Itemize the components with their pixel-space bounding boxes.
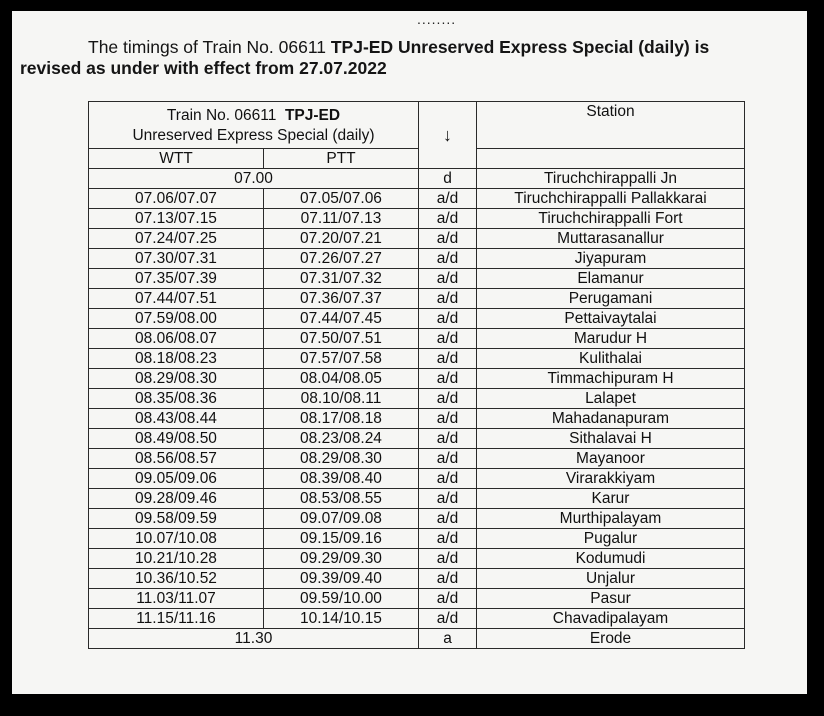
- ptt-cell: 08.53/08.55: [264, 489, 419, 509]
- table-title-row: [89, 102, 745, 149]
- column-header-row: [89, 149, 745, 169]
- ad-cell: a/d: [419, 589, 477, 609]
- table-row: [89, 249, 745, 269]
- table-row: [89, 269, 745, 289]
- ptt-cell: 08.17/08.18: [264, 409, 419, 429]
- origin-time: 07.00: [89, 169, 419, 189]
- station-cell: Virarakkiyam: [477, 469, 745, 489]
- wtt-cell: 07.44/07.51: [89, 289, 264, 309]
- station-header-blank: [477, 149, 745, 169]
- ad-cell: a/d: [419, 289, 477, 309]
- table-row: [89, 569, 745, 589]
- table-row: [89, 409, 745, 429]
- ptt-cell: 08.10/08.11: [264, 389, 419, 409]
- station-cell: Murthipalayam: [477, 509, 745, 529]
- station-cell: Kulithalai: [477, 349, 745, 369]
- table-row: [89, 549, 745, 569]
- intro-paragraph: [20, 37, 805, 79]
- ad-cell: a/d: [419, 489, 477, 509]
- intro-prefix: The timings of Train No. 06611: [88, 37, 331, 57]
- table-row: [89, 329, 745, 349]
- ad-cell: a/d: [419, 509, 477, 529]
- ptt-cell: 08.39/08.40: [264, 469, 419, 489]
- ptt-header: PTT: [264, 149, 419, 169]
- separator-dots: ........: [417, 11, 457, 27]
- wtt-cell: 07.35/07.39: [89, 269, 264, 289]
- ptt-cell: 08.29/08.30: [264, 449, 419, 469]
- ptt-cell: 07.36/07.37: [264, 289, 419, 309]
- table-row: [89, 529, 745, 549]
- ad-cell: a/d: [419, 329, 477, 349]
- table-row: [89, 449, 745, 469]
- ptt-cell: 09.15/09.16: [264, 529, 419, 549]
- ptt-cell: 07.57/07.58: [264, 349, 419, 369]
- station-cell: Timmachipuram H: [477, 369, 745, 389]
- ad-cell: a/d: [419, 209, 477, 229]
- ptt-cell: 07.05/07.06: [264, 189, 419, 209]
- ad-cell: a/d: [419, 349, 477, 369]
- ptt-cell: 09.59/10.00: [264, 589, 419, 609]
- table-row: [89, 229, 745, 249]
- station-cell: Mahadanapuram: [477, 409, 745, 429]
- ptt-cell: 09.07/09.08: [264, 509, 419, 529]
- wtt-cell: 08.18/08.23: [89, 349, 264, 369]
- ptt-cell: 09.39/09.40: [264, 569, 419, 589]
- station-cell: Muttarasanallur: [477, 229, 745, 249]
- ad-cell: a/d: [419, 409, 477, 429]
- wtt-cell: 08.29/08.30: [89, 369, 264, 389]
- wtt-cell: 09.58/09.59: [89, 509, 264, 529]
- document-page: [12, 11, 807, 694]
- station-cell: Jiyapuram: [477, 249, 745, 269]
- table-row: [89, 349, 745, 369]
- intro-line-2: revised as under with effect from 27.07.2022: [20, 58, 387, 78]
- ad-cell: a/d: [419, 189, 477, 209]
- table-row: [89, 189, 745, 209]
- station-cell: Elamanur: [477, 269, 745, 289]
- table-row: [89, 369, 745, 389]
- station-cell: Unjalur: [477, 569, 745, 589]
- table-row: [89, 489, 745, 509]
- station-cell: Pugalur: [477, 529, 745, 549]
- wtt-cell: 07.30/07.31: [89, 249, 264, 269]
- station-cell: Tiruchchirappalli Fort: [477, 209, 745, 229]
- station-cell: Sithalavai H: [477, 429, 745, 449]
- title-train-type: Unreserved Express Special (daily): [132, 127, 375, 144]
- station-cell: Marudur H: [477, 329, 745, 349]
- ad-cell: a/d: [419, 569, 477, 589]
- station-cell: Pettaivaytalai: [477, 309, 745, 329]
- wtt-cell: 08.43/08.44: [89, 409, 264, 429]
- title-train-code: TPJ-ED: [284, 107, 341, 124]
- station-header: Station: [477, 102, 745, 149]
- table-row: [89, 389, 745, 409]
- destination-ad: a: [419, 629, 477, 649]
- title-train-no: Train No. 06611: [166, 107, 277, 124]
- table-row: [89, 469, 745, 489]
- ad-cell: a/d: [419, 389, 477, 409]
- ad-cell: a/d: [419, 549, 477, 569]
- table-row: [89, 429, 745, 449]
- ad-cell: a/d: [419, 229, 477, 249]
- ad-cell: a/d: [419, 609, 477, 629]
- table-row-destination: [89, 629, 745, 649]
- ad-cell: a/d: [419, 249, 477, 269]
- wtt-cell: 09.28/09.46: [89, 489, 264, 509]
- wtt-cell: 07.59/08.00: [89, 309, 264, 329]
- ptt-cell: 08.04/08.05: [264, 369, 419, 389]
- table-row: [89, 209, 745, 229]
- ptt-cell: 07.31/07.32: [264, 269, 419, 289]
- wtt-cell: 08.49/08.50: [89, 429, 264, 449]
- ad-cell: a/d: [419, 529, 477, 549]
- station-cell: Lalapet: [477, 389, 745, 409]
- table-row: [89, 289, 745, 309]
- ad-cell: a/d: [419, 269, 477, 289]
- wtt-cell: 10.07/10.08: [89, 529, 264, 549]
- direction-arrow-icon: ↓: [419, 102, 477, 169]
- wtt-cell: 09.05/09.06: [89, 469, 264, 489]
- station-cell: Mayanoor: [477, 449, 745, 469]
- wtt-cell: 07.06/07.07: [89, 189, 264, 209]
- wtt-cell: 10.36/10.52: [89, 569, 264, 589]
- train-title-cell: [89, 102, 419, 149]
- wtt-cell: 07.24/07.25: [89, 229, 264, 249]
- table-row: [89, 609, 745, 629]
- wtt-cell: 07.13/07.15: [89, 209, 264, 229]
- station-cell: Pasur: [477, 589, 745, 609]
- table-row: [89, 309, 745, 329]
- origin-ad: d: [419, 169, 477, 189]
- station-cell: Tiruchchirappalli Pallakkarai: [477, 189, 745, 209]
- ad-cell: a/d: [419, 309, 477, 329]
- table-row-origin: [89, 169, 745, 189]
- destination-time: 11.30: [89, 629, 419, 649]
- ptt-cell: 07.26/07.27: [264, 249, 419, 269]
- ptt-cell: 07.20/07.21: [264, 229, 419, 249]
- wtt-cell: 08.06/08.07: [89, 329, 264, 349]
- intro-train-name: TPJ-ED Unreserved Express Special (daily) is: [330, 37, 710, 57]
- destination-station: Erode: [477, 629, 745, 649]
- wtt-cell: 11.03/11.07: [89, 589, 264, 609]
- wtt-header: WTT: [89, 149, 264, 169]
- ptt-cell: 07.11/07.13: [264, 209, 419, 229]
- station-cell: Kodumudi: [477, 549, 745, 569]
- table-row: [89, 509, 745, 529]
- station-cell: Perugamani: [477, 289, 745, 309]
- ptt-cell: 07.50/07.51: [264, 329, 419, 349]
- wtt-cell: 10.21/10.28: [89, 549, 264, 569]
- ad-cell: a/d: [419, 469, 477, 489]
- timetable: [88, 101, 745, 649]
- ptt-cell: 09.29/09.30: [264, 549, 419, 569]
- wtt-cell: 08.56/08.57: [89, 449, 264, 469]
- ad-cell: a/d: [419, 369, 477, 389]
- ad-cell: a/d: [419, 449, 477, 469]
- wtt-cell: 11.15/11.16: [89, 609, 264, 629]
- station-cell: Chavadipalayam: [477, 609, 745, 629]
- ad-cell: a/d: [419, 429, 477, 449]
- ptt-cell: 08.23/08.24: [264, 429, 419, 449]
- intro-line-1: [20, 37, 805, 58]
- ptt-cell: 10.14/10.15: [264, 609, 419, 629]
- wtt-cell: 08.35/08.36: [89, 389, 264, 409]
- table-row: [89, 589, 745, 609]
- ptt-cell: 07.44/07.45: [264, 309, 419, 329]
- station-cell: Karur: [477, 489, 745, 509]
- origin-station: Tiruchchirappalli Jn: [477, 169, 745, 189]
